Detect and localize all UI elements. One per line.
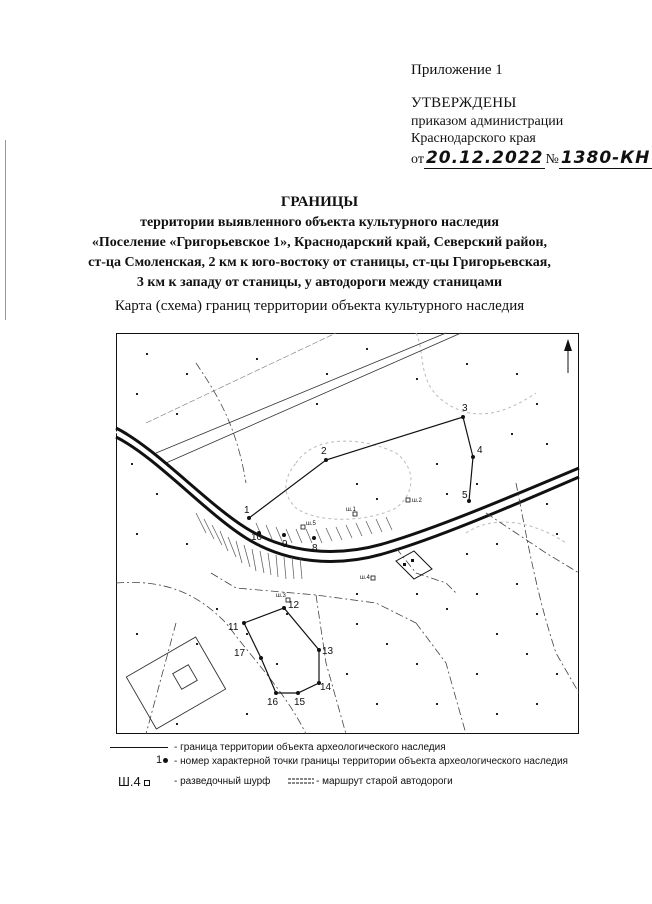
point-label-1: 1	[244, 505, 250, 516]
point-label-17: 17	[234, 648, 246, 659]
order-number-handwritten: 1380-КН	[560, 148, 651, 168]
shurf-label-2: ш.2	[412, 498, 422, 504]
point-label-16: 16	[267, 697, 279, 708]
legend-line-text: - граница территории объекта археологического наследия	[174, 742, 446, 753]
order-from-label: от	[411, 152, 424, 167]
title-line-3: ст-ца Смоленская, 2 км к юго-востоку от станицы, ст-цы Григорьевская,	[88, 255, 551, 270]
point-label-3: 3	[462, 403, 468, 414]
legend-point-symbol	[156, 754, 168, 766]
point-label-2: 2	[321, 446, 327, 457]
shurf-square-icon	[144, 780, 150, 786]
title-line-2: «Поселение «Григорьевское 1», Краснодарский край, Северский район,	[91, 235, 548, 250]
order-date-handwritten: 20.12.2022	[425, 148, 544, 168]
point-label-12: 12	[288, 600, 300, 611]
shurf-label-1: ш.1	[346, 507, 356, 513]
boundary-map	[116, 333, 579, 734]
document-title: ГРАНИЦЫ	[280, 194, 359, 210]
point-label-13: 13	[322, 646, 334, 657]
order-line-1: приказом администрации	[411, 114, 564, 129]
order-date-line	[411, 148, 652, 168]
legend-road-text: - маршрут старой автодороги	[316, 776, 453, 787]
point-label-9: 9	[282, 539, 288, 550]
point-label-15: 15	[294, 697, 306, 708]
point-label-11: 11	[228, 622, 239, 633]
shurf-label-4: ш.4	[360, 575, 370, 581]
point-label-10: 10	[251, 532, 263, 543]
old-road-legend-icon	[288, 777, 314, 785]
shurf-label-3: ш.3	[276, 593, 286, 599]
order-number-label: №	[545, 152, 559, 167]
order-line-2: Краснодарского края	[411, 131, 536, 146]
legend-shurf-symbol	[118, 774, 150, 789]
legend-line-symbol	[110, 747, 168, 748]
shurf-label-5: ш.5	[306, 521, 316, 527]
legend-shurf-label: Ш.4	[118, 774, 141, 789]
appendix-label: Приложение 1	[411, 62, 503, 78]
approved-label: УТВЕРЖДЕНЫ	[411, 95, 517, 111]
point-label-8: 8	[312, 543, 318, 554]
legend-point-number: 1	[156, 754, 163, 766]
point-label-5: 5	[462, 490, 468, 501]
legend-shurf-text: - разведочный шурф	[174, 776, 271, 787]
title-line-1: территории выявленного объекта культурного наследия	[140, 215, 499, 230]
legend-point-text: - номер характерной точки границы территории объекта археологического наследия	[174, 756, 568, 767]
point-label-4: 4	[477, 445, 483, 456]
title-line-4: 3 км к западу от станицы, у автодороги между станицами	[136, 275, 503, 290]
map-caption: Карта (схема) границ территории объекта культурного наследия	[114, 298, 525, 314]
point-label-14: 14	[320, 682, 332, 693]
point-dot-icon	[163, 758, 168, 763]
